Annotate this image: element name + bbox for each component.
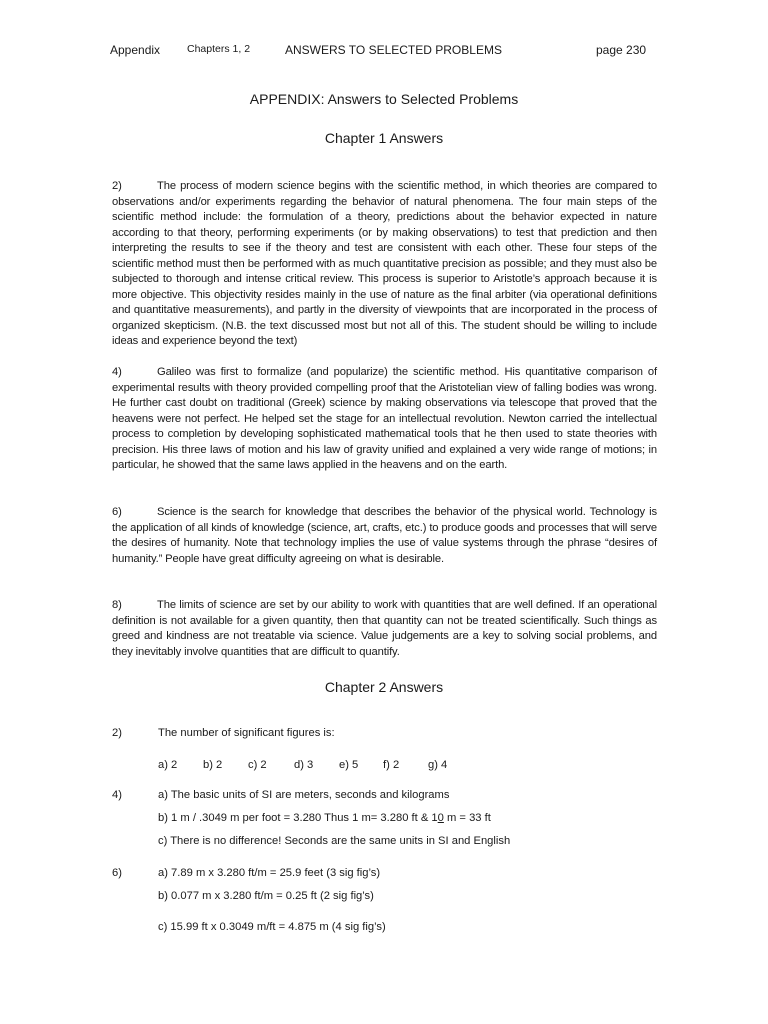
sig-fig-choice: a) 2 [158,759,178,771]
answer-number: 6) [112,867,122,879]
appendix-title: APPENDIX: Answers to Selected Problems [249,91,519,107]
header-page-number: page 230 [596,43,647,57]
answer-number: 2) [112,180,122,192]
running-header [0,43,768,61]
sig-fig-choice: b) 2 [203,759,223,771]
sig-fig-choice: d) 3 [294,759,314,771]
sig-fig-choice: e) 5 [339,759,359,771]
answer-paragraph [112,598,657,660]
chapter1-title: Chapter 1 Answers [324,130,444,146]
answer-number: 4) [112,366,122,378]
answer-text: Galileo was first to formalize (and popularize) the scientific method. His quantitative comparison of experimental results with theory provided compelling proof that the Aristotelian view of falling bodies was wrong. He further cast doubt on traditional (Greek) science by making observations via telescope that proved that the heavens were not perfect. He helped set the stage for an intellectual revolution. Newton carried the intellectual process to completion by developing sophisticated mathematical tools that he then used to state theories with precision. His three laws of motion and his law of gravity unified and explained a very wide range of motions; in particular, he showed that the same laws applied in the heavens and on the earth. [112,366,657,471]
sig-fig-choice: c) 2 [248,759,267,771]
answer-part-c: c) There is no difference! Seconds are the same units in SI and English [158,835,511,847]
answer-part-b: b) 0.077 m x 3.280 ft/m = 0.25 ft (2 sig fig’s) [158,890,374,902]
answer-text: The limits of science are set by our ability to work with quantities that are well defined. If an operational definition is not available for a given quantity, then that quantity can not be treated scientifically. Such things as greed and kindness are not treatable via science. Value judgements are a key to solving social problems, and they inevitably involve quantities that are difficult to quantify. [112,599,657,658]
header-section: Appendix [110,43,161,57]
answer-part-a: a) 7.89 m x 3.280 ft/m = 25.9 feet (3 sig fig’s) [158,867,381,879]
answer-paragraph [112,365,657,474]
answer-paragraph [112,505,657,567]
answer-part-b-tail: m = 33 ft [443,812,491,824]
answer-number: 2) [112,727,122,739]
answer-text: The process of modern science begins with the scientific method, in which theories are compared to observations and/or experiments regarding the behavior of natural phenomena. The four main steps of the scientific method include: the formulation of a theory, predictions about the behavior expected in nature according to that theory, performing experiments (or by making observations) to test that prediction and then interpreting the results to see if the theory and test are consistent with each other. These four steps of the scientific method must then be performed with as much quantitative precision as possible; and they must also be subjected to thorough and intense critical review. This process is superior to Aristotle’s approach because it is more objective. This objectivity resides mainly in the use of nature as the final arbiter (via operational definitions and quantitative measurements), and partly in the diversity of viewpoints that are incorporated in the process of organized skepticism. (N.B. the text discussed most but not all of this. The student should be willing to include ideas and experience beyond the text) [112,180,657,347]
answer-part-a: a) The basic units of SI are meters, seconds and kilograms [158,789,450,801]
answer-number: 4) [112,789,122,801]
answer-number: 8) [112,599,122,611]
answer-part-b-text: b) 1 m / .3049 m per foot = 3.280 Thus 1 m= 3.280 ft & 1 [158,812,438,824]
answer-text: The number of significant figures is: [158,727,335,739]
answer-part-b [158,812,491,824]
answer-text: Science is the search for knowledge that describes the behavior of the physical world. Technology is the application of all kinds of knowledge (science, art, crafts, etc.) to produce goods and processes that will serve the desires of humanity. Note that technology implies the use of value systems through the phrase “desires of humanity.” People have great difficulty agreeing on what is desirable. [112,506,658,565]
header-title: ANSWERS TO SELECTED PROBLEMS [285,43,502,57]
underlined-digit: 0 [437,812,444,824]
chapter2-title: Chapter 2 Answers [324,679,444,695]
header-chapters: Chapters 1, 2 [187,43,251,55]
sig-fig-choice: f) 2 [383,759,400,771]
answer-paragraph [112,179,657,350]
answer-part-c: c) 15.99 ft x 0.3049 m/ft = 4.875 m (4 sig fig’s) [158,921,386,933]
sig-fig-choice: g) 4 [428,759,448,771]
answer-number: 6) [112,506,122,518]
